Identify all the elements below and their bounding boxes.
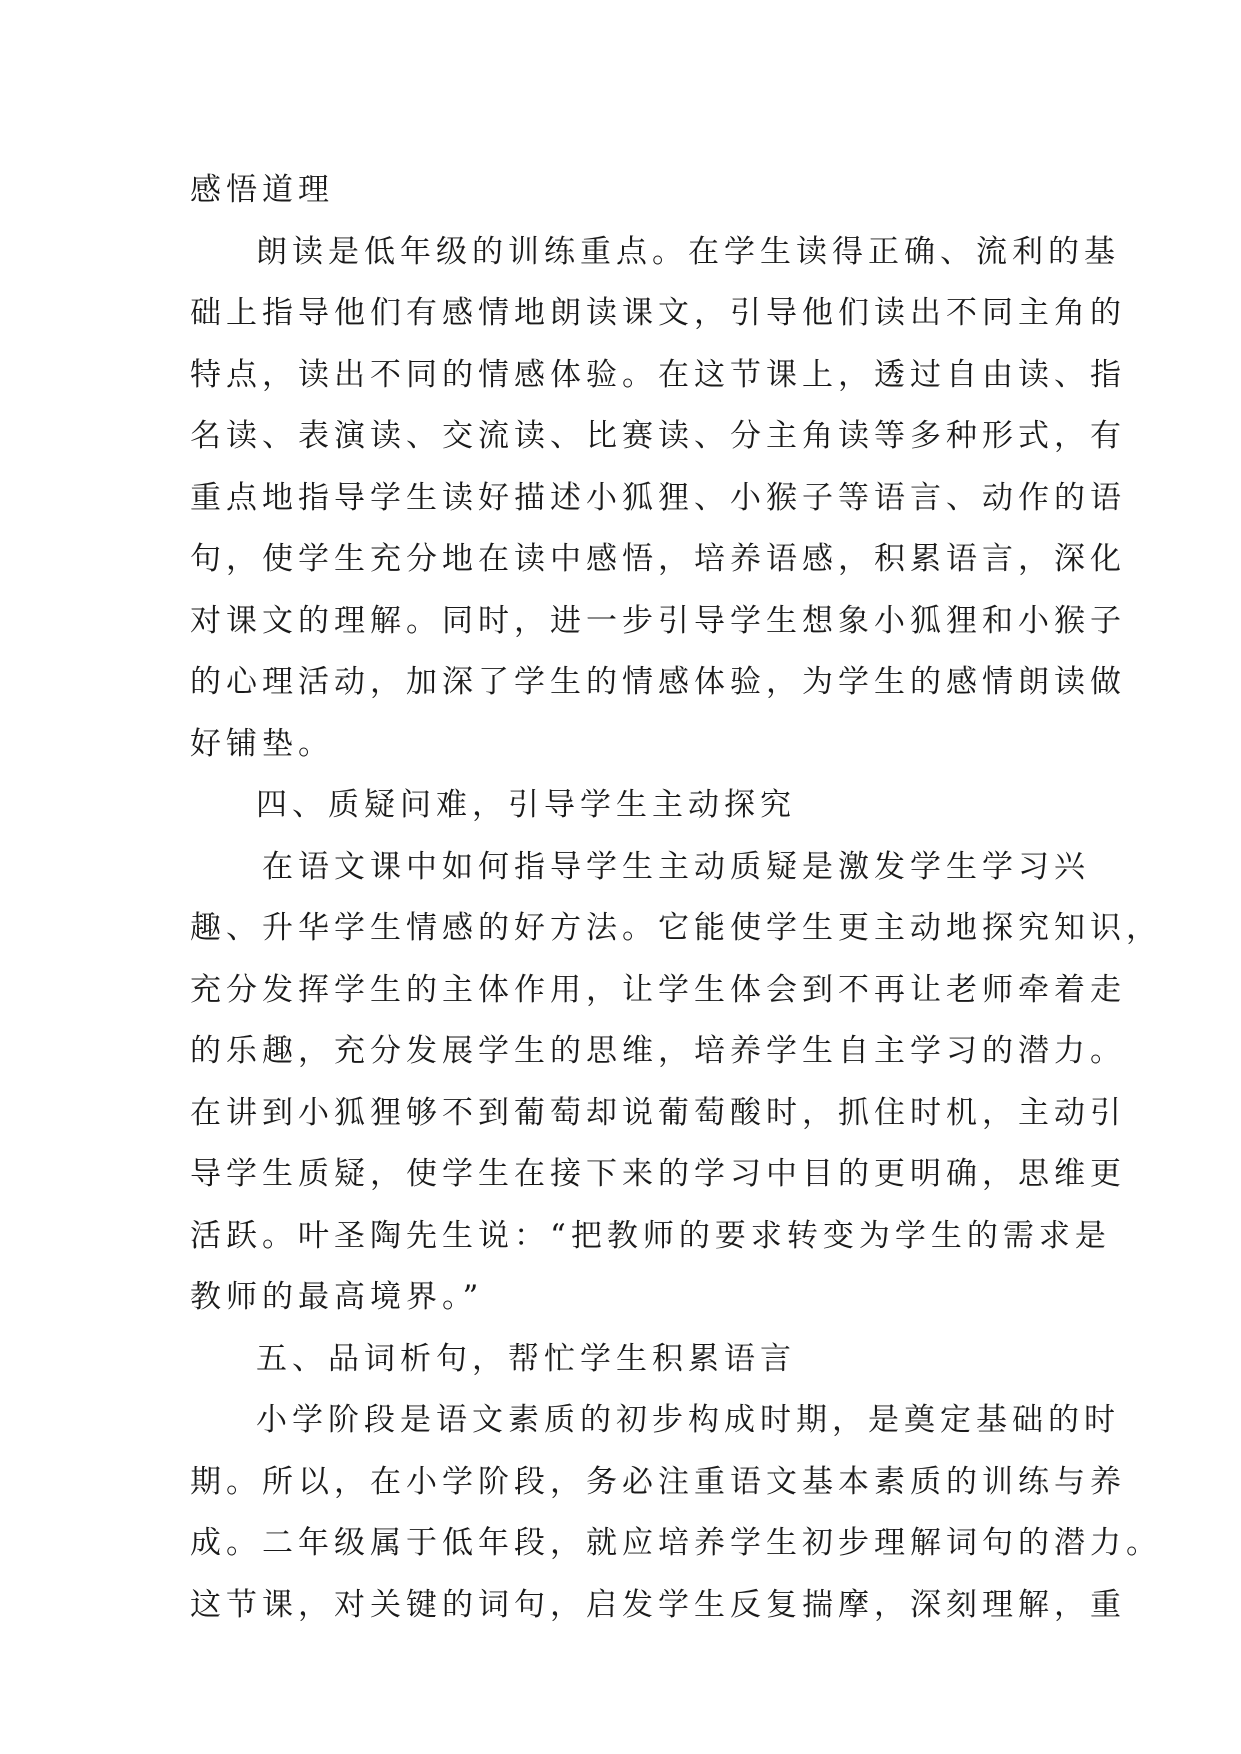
paragraph-line: 好铺垫。 xyxy=(190,725,334,762)
section-heading: 四、质疑问难，引导学生主动探究 xyxy=(256,787,796,823)
paragraph-line: 重点地指导学生读好描述小狐狸、小猴子等语言、动作的语 xyxy=(190,479,1126,516)
paragraph-line: 活跃。叶圣陶先生说：“把教师的要求转变为学生的需求是 xyxy=(190,1217,1111,1254)
paragraph-line: 在讲到小狐狸够不到葡萄却说葡萄酸时，抓住时机，主动引 xyxy=(190,1094,1126,1131)
paragraph-line: 特点，读出不同的情感体验。在这节课上，透过自由读、指 xyxy=(190,356,1126,393)
section-continuation-heading: 感悟道理 xyxy=(190,172,334,208)
paragraph-line: 朗读是低年级的训练重点。在学生读得正确、流利的基 xyxy=(256,233,1120,270)
document-body xyxy=(190,160,1162,1636)
paragraph-line: 名读、表演读、交流读、比赛读、分主角读等多种形式，有 xyxy=(190,418,1126,454)
paragraph-line: 的乐趣，充分发展学生的思维，培养学生自主学习的潜力。 xyxy=(190,1033,1126,1069)
paragraph-line: 的心理活动，加深了学生的情感体验，为学生的感情朗读做 xyxy=(190,664,1126,700)
paragraph-line: 充分发挥学生的主体作用，让学生体会到不再让老师牵着走 xyxy=(190,971,1126,1008)
paragraph-line: 础上指导他们有感情地朗读课文，引导他们读出不同主角的 xyxy=(190,295,1126,331)
paragraph-line: 小学阶段是语文素质的初步构成时期，是奠定基础的时 xyxy=(256,1402,1120,1438)
paragraph-line: 这节课，对关键的词句，启发学生反复揣摩，深刻理解，重 xyxy=(190,1586,1126,1623)
paragraph-line: 对课文的理解。同时，进一步引导学生想象小狐狸和小猴子 xyxy=(190,602,1126,639)
paragraph-line: 句，使学生充分地在读中感悟，培养语感，积累语言，深化 xyxy=(190,541,1126,577)
section-heading: 五、品词析句，帮忙学生积累语言 xyxy=(256,1340,796,1377)
paragraph-line: 教师的最高境界。” xyxy=(190,1279,484,1315)
paragraph-line: 导学生质疑，使学生在接下来的学习中目的更明确，思维更 xyxy=(190,1156,1126,1192)
paragraph-line: 成。二年级属于低年段，就应培养学生初步理解词句的潜力。 xyxy=(190,1525,1162,1561)
paragraph-line: 在语文课中如何指导学生主动质疑是激发学生学习兴 xyxy=(262,848,1090,885)
paragraph-line: 趣、升华学生情感的好方法。它能使学生更主动地探究知识， xyxy=(190,910,1162,946)
paragraph-line: 期。所以，在小学阶段，务必注重语文基本素质的训练与养 xyxy=(190,1463,1126,1500)
